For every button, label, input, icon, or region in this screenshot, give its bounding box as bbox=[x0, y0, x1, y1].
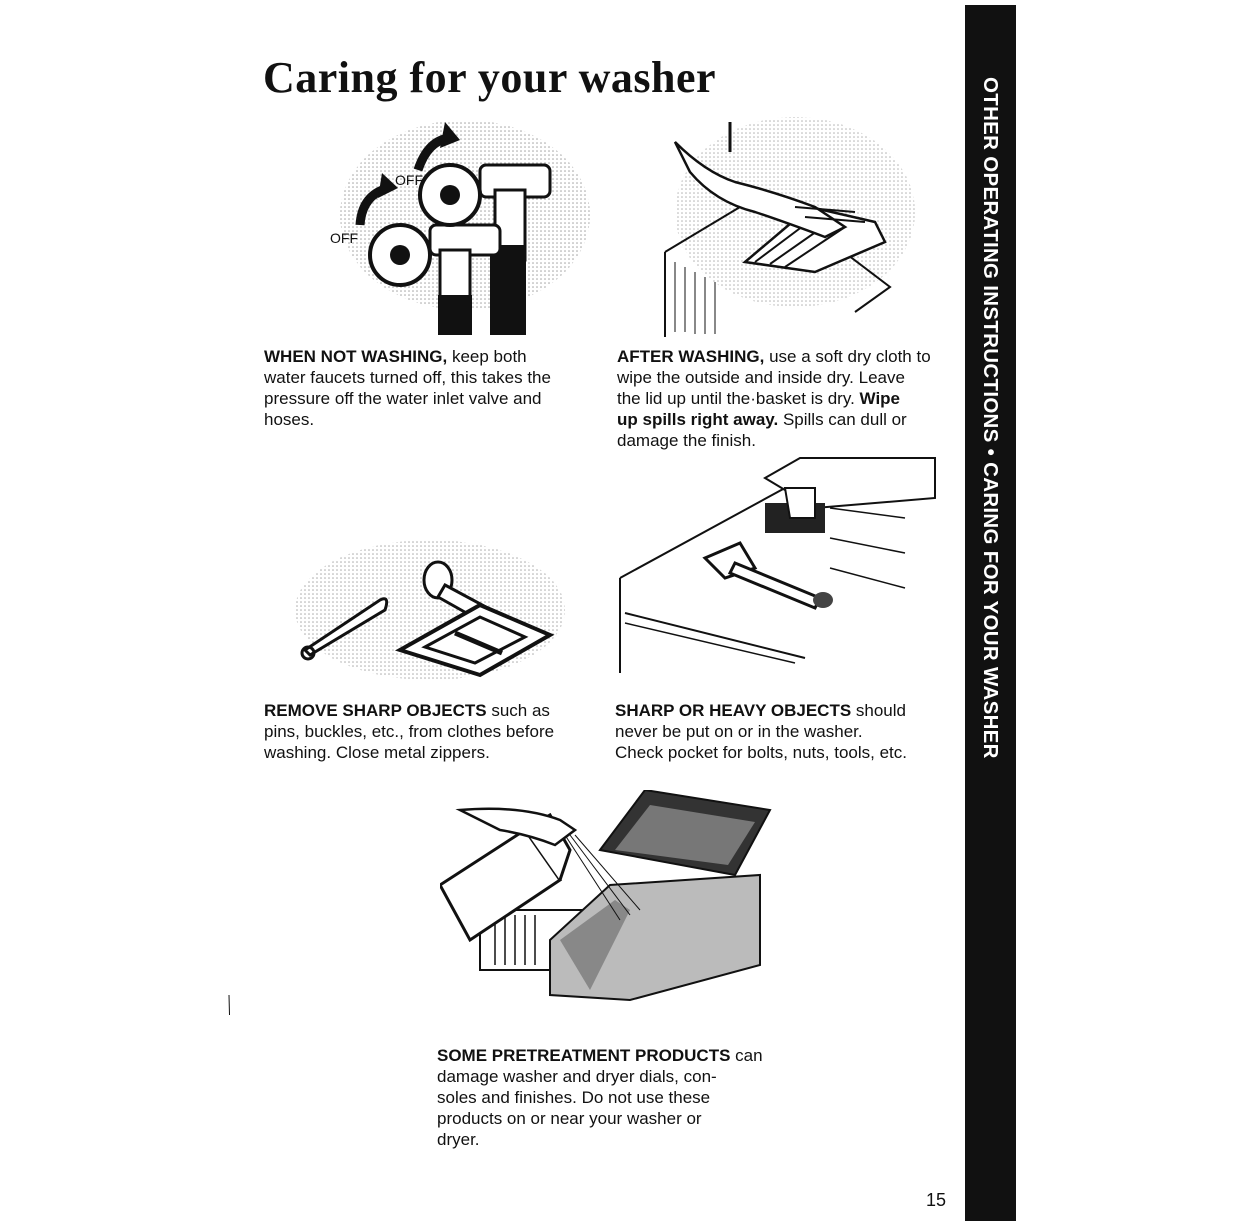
off-label-upper: OFF bbox=[395, 172, 423, 188]
pretreatment-illustration bbox=[440, 790, 775, 1005]
wiping-illustration bbox=[645, 112, 955, 337]
scan-edge-mark bbox=[228, 985, 230, 1025]
off-label-lower: OFF bbox=[330, 230, 358, 246]
section-tab-label: OTHER OPERATING INSTRUCTIONS • CARING FOR YOUR WASHER bbox=[979, 77, 1002, 759]
not-washing-caption: WHEN NOT WASHING, keep both water faucets turned off, this takes the pressure off the water inlet valve and hoses. bbox=[264, 347, 551, 429]
section-tab bbox=[965, 5, 1016, 1221]
page-number: 15 bbox=[926, 1190, 947, 1210]
page-title: Caring for your washer bbox=[263, 53, 717, 102]
after-washing-caption: AFTER WASHING, use a soft dry cloth to wipe the outside and inside dry. Leave the lid up until the·basket is dry. Wipe up spills right away. Spills can dull or damage the finish. bbox=[617, 347, 931, 450]
sharp-objects-illustration bbox=[280, 525, 580, 690]
heavy-objects-illustration bbox=[615, 448, 960, 678]
sharp-objects-caption: REMOVE SHARP OBJECTS such as pins, buckles, etc., from clothes before washing. Close metal zippers. bbox=[264, 701, 555, 762]
pretreatment-caption: SOME PRETREATMENT PRODUCTS can damage washer and dryer dials, con- soles and finishes. Do not use these products on or near your washer or dryer. bbox=[437, 1046, 763, 1149]
heavy-objects-caption: SHARP OR HEAVY OBJECTS should never be put on or in the washer. Check pocket for bolts, nuts, tools, etc. bbox=[615, 701, 907, 762]
faucets-illustration bbox=[300, 110, 600, 335]
